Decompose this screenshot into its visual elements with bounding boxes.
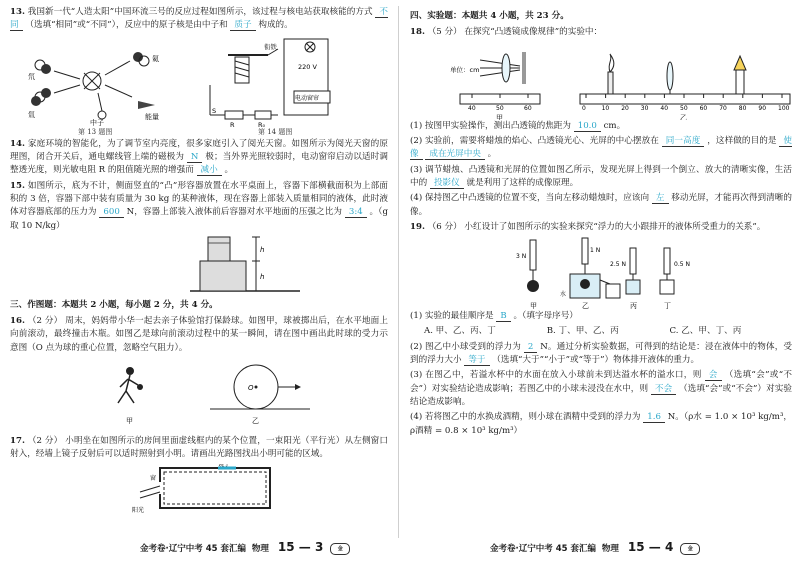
footer-brand-right: 金考卷·辽宁中考 45 套汇编 bbox=[490, 544, 596, 554]
q16-score: （2 分） bbox=[27, 316, 63, 327]
q18-p2-text-b: ，这样做的目的是 bbox=[707, 135, 777, 146]
q19-p4-answer: 1.6 bbox=[643, 412, 665, 423]
q19-p3-answer-2: 不会 bbox=[651, 384, 676, 395]
reading-ding: 0.5 N bbox=[674, 261, 690, 269]
q18-p3-answer: 投影仪 bbox=[430, 178, 464, 189]
q18-part-3 bbox=[410, 164, 792, 191]
room-mirror-diagram bbox=[10, 464, 388, 516]
spring-scale-jia bbox=[516, 240, 539, 292]
q14-answer-1: N bbox=[187, 152, 203, 163]
footer-brand-left: 金考卷·辽宁中考 45 套汇编 bbox=[140, 544, 246, 554]
ball-on-ground bbox=[210, 365, 310, 409]
bowler-figure bbox=[118, 367, 143, 403]
fig16-container bbox=[10, 357, 388, 435]
q18-p2-answer-3: 成在光屏中央 bbox=[425, 149, 485, 160]
q18-p3-text-a: (3) 调节蜡烛、凸透镜和光屏的位置如图乙所示，发现光屏上得到一个倒立、放大的清晰实像，生活中的 bbox=[410, 164, 792, 188]
reading-jia: 3 N bbox=[516, 253, 527, 261]
q19-p4-text-b: N。（ρ水 = 1.0 × 10³ kg/m³， bbox=[667, 412, 793, 423]
q19-p2-answer-1: 2 bbox=[524, 342, 537, 353]
label-jia: 甲 bbox=[126, 417, 133, 426]
q19-p1-answer: B bbox=[496, 311, 510, 322]
q15-answer-2: 3:4 bbox=[345, 207, 367, 218]
label-center-o: O bbox=[248, 384, 254, 393]
footer-right bbox=[490, 538, 700, 557]
q14-answer-2: 减小 bbox=[197, 165, 222, 176]
footer-subject-left: 物理 bbox=[251, 544, 269, 554]
left-column bbox=[10, 6, 388, 516]
section-3-title: 三、作图题：本题共 2 小题，每小题 2 分，共 4 分。 bbox=[10, 299, 218, 310]
q18-p4-answer: 左 bbox=[652, 193, 669, 204]
ruler-b-tick-label: 100 bbox=[778, 104, 790, 112]
q19-p3-text-c: （选填“会”或“不会”）对实验结论造成影响。 bbox=[410, 383, 792, 407]
label-yi: 乙 bbox=[252, 417, 259, 426]
ruler-b-tick-label: 20 bbox=[621, 104, 629, 112]
q13-text-3: 构成的。 bbox=[258, 20, 293, 31]
fig19-label-jia: 甲 bbox=[530, 302, 537, 311]
spring-scale-yi bbox=[560, 238, 620, 298]
fig15-container bbox=[10, 235, 388, 295]
q19-score: （6 分） bbox=[427, 221, 462, 232]
ruler-b-tick-label: 80 bbox=[738, 104, 747, 112]
q14-text-1: 家庭环境的智能化，为了调节室内亮度，很多家庭引入了阅光天窗。如图所示为阅光天窗的原理图，闭合开关后，通电螺线管上端的磁极为 bbox=[10, 138, 388, 162]
q13-answer-1: 不同 bbox=[10, 7, 389, 31]
fig19-label-bing: 丙 bbox=[630, 302, 637, 311]
fig18-container bbox=[410, 42, 792, 120]
q19-part-2 bbox=[410, 341, 792, 368]
fig17-container bbox=[10, 464, 388, 516]
q16-number: 16. bbox=[10, 316, 25, 327]
label-neutron: 中子 bbox=[90, 118, 104, 127]
buoyancy-experiment-diagram bbox=[410, 236, 792, 310]
ruler-a-tick-label: 60 bbox=[524, 104, 532, 112]
q18-part-2 bbox=[410, 135, 792, 162]
q13-number: 13. bbox=[10, 7, 25, 17]
fig18-caption-yi: 乙 bbox=[680, 113, 687, 120]
question-16 bbox=[10, 315, 388, 355]
ruler-b-tick-label: 10 bbox=[601, 104, 610, 112]
fig13-caption: 第 13 题图 bbox=[78, 127, 113, 136]
footer-logo-left: 金 bbox=[330, 543, 350, 555]
label-energy: 能量 bbox=[145, 112, 159, 121]
fusion-diagram bbox=[28, 52, 159, 127]
label-switch: S bbox=[212, 106, 217, 115]
q19-intro: 小红设计了如图所示的实验来探究“浮力的大小跟排开的液体所受重力的关系”。 bbox=[464, 221, 766, 232]
q15-number: 15. bbox=[10, 180, 25, 191]
label-sunlight: 阳光 bbox=[132, 506, 145, 514]
q18-p2-text-a: (2) 实验前，需要将蜡烛的焰心、凸透镜光心、光屏的中心摆放在 bbox=[410, 135, 659, 146]
section-4-title: 四、实验题：本题共 4 小题，共 23 分。 bbox=[410, 11, 569, 21]
q15-text-3: 。（g 取 10 N/kg） bbox=[10, 207, 389, 231]
q19-options bbox=[410, 325, 792, 338]
q17-number: 17. bbox=[10, 436, 25, 447]
q18-p1-answer: 10.0 bbox=[574, 121, 601, 132]
label-unit-cm: 单位：cm bbox=[450, 65, 480, 74]
right-column bbox=[410, 6, 792, 440]
q19-p4-text-c: ρ酒精 = 0.8 × 10³ kg/m³） bbox=[410, 425, 523, 436]
question-17 bbox=[10, 435, 388, 462]
label-mirror: 镜子 bbox=[218, 463, 231, 468]
bowling-diagram bbox=[10, 357, 388, 435]
reading-yi: 1 N bbox=[590, 247, 601, 255]
q18-p2-text-c: 。 bbox=[487, 149, 497, 160]
q18-intro: 在探究“凸透镜成像规律”的实验中： bbox=[464, 27, 603, 38]
q15-text-2: N，容器上部装入液体前后容器对水平地面的压强之比为 bbox=[126, 207, 343, 218]
q16-text: 周末，妈妈带小华一起去亲子体验馆打保龄球。如图甲，球被掷出后，在水平地面上向前滚动，最终撞击木瓶。如图乙是球向前滚动过程中的某一瞬间，请在图中画出此时球的受力示意图（O 点为球的重心位置，忽略空气阻力）。 bbox=[10, 316, 388, 353]
q18-p1-unit: cm。 bbox=[603, 120, 626, 131]
q13-text-2: （选填“相同”或“不同”），反应中的原子核是由中子和 bbox=[25, 20, 228, 31]
question-19-intro bbox=[410, 221, 792, 234]
q19-p2-answer-2: 等于 bbox=[464, 355, 489, 366]
q19-option-b: B. 丁、甲、乙、丙 bbox=[546, 326, 619, 337]
ruler-b-tick-label: 50 bbox=[680, 104, 688, 112]
q19-option-c: C. 乙、甲、丁、丙 bbox=[669, 326, 742, 337]
q18-p3-text-b: 就是利用了这样的成像原理。 bbox=[466, 177, 579, 188]
ruler-b-tick-label: 0 bbox=[582, 104, 586, 112]
column-divider bbox=[398, 6, 399, 538]
q19-p2-text-a: (2) 图乙中小球受到的浮力为 bbox=[410, 341, 521, 352]
optical-bench bbox=[580, 54, 790, 112]
label-curtain: 电动窗帘 bbox=[295, 94, 320, 102]
ruler-a-tick-label: 40 bbox=[468, 104, 476, 112]
label-water: 水 bbox=[560, 291, 567, 299]
q18-part-4 bbox=[410, 192, 792, 219]
footer-left bbox=[140, 538, 350, 557]
figures-13-14 bbox=[10, 35, 388, 127]
label-220v: 220 V bbox=[298, 62, 317, 71]
footer-logo-right: 金 bbox=[680, 543, 700, 555]
question-18-intro bbox=[410, 26, 792, 39]
q18-p2-answer-2: 使像 bbox=[410, 135, 792, 160]
fig19-label-yi: 乙 bbox=[582, 302, 589, 311]
q15-answer-1: 600 bbox=[99, 207, 123, 218]
q17-text: 小明坐在如图所示的房间里面虚线框内的某个位置，一束阳光（平行光）从左侧窗口射入，经墙上镜子反射后可以适时照射到小明。请画出光路图找出小明可能的区域。 bbox=[10, 436, 388, 460]
fig19-container bbox=[410, 236, 792, 310]
q19-p4-text-a: (4) 若将图乙中的水换成酒精，则小球在酒精中受到的浮力为 bbox=[410, 412, 641, 423]
label-h-bottom: h bbox=[260, 272, 265, 281]
q19-p2-text-b: N。通过分析实验数据，可得到的结论是：浸在液体中的物体，受到的浮力大小 bbox=[410, 341, 793, 366]
q19-p3-text-b: （选填“会”或“不会”）对实验结论造成影响；若图乙中的小球未浸没在水中，则 bbox=[410, 370, 793, 394]
q18-p2-answer-1: 同一高度 bbox=[662, 136, 705, 147]
label-armature: 衔铁 bbox=[264, 42, 277, 51]
relay-circuit-diagram bbox=[210, 39, 330, 127]
question-13 bbox=[10, 6, 388, 33]
figure-captions-row bbox=[10, 127, 388, 138]
label-r0: R₀ bbox=[258, 120, 266, 127]
q14-number: 14. bbox=[10, 138, 25, 149]
ruler-b-tick-label: 40 bbox=[660, 104, 669, 112]
ruler-b-tick-label: 90 bbox=[758, 104, 767, 112]
q14-text-3: 。 bbox=[224, 165, 234, 176]
spring-scale-ding bbox=[660, 248, 690, 294]
container-diagram bbox=[10, 235, 388, 295]
q18-p1-text: (1) 按图甲实验操作，测出凸透镜的焦距为 bbox=[410, 120, 571, 131]
label-r: R bbox=[230, 120, 235, 127]
question-15 bbox=[10, 180, 388, 233]
q19-part-4 bbox=[410, 411, 792, 438]
fig19-label-ding: 丁 bbox=[664, 302, 671, 311]
label-deuterium: 氘 bbox=[28, 72, 35, 81]
ruler-b-tick-label: 30 bbox=[640, 104, 649, 112]
label-h-top: h bbox=[260, 245, 265, 254]
q18-score: （5 分） bbox=[427, 27, 462, 38]
ruler-b-tick-label: 70 bbox=[719, 104, 727, 112]
q18-number: 18. bbox=[410, 27, 425, 38]
q19-part-3 bbox=[410, 369, 792, 409]
focal-length-setup bbox=[460, 52, 540, 112]
fig14-caption: 第 14 题图 bbox=[258, 127, 293, 136]
q14-text-2: 极；当外界光照较弱时，电动窗帘启动以适时调整透光度，则光敏电阻 R 的阻值随光照的增强而 bbox=[10, 151, 388, 176]
label-tritium: 氚 bbox=[28, 110, 35, 119]
q18-p4-text-a: (4) 保持图乙中凸透镜的位置不变，当向左移动蜡烛时，应该向 bbox=[410, 193, 650, 204]
q19-p1-text-b: 。（填字母序号） bbox=[513, 311, 578, 322]
q19-p3-text-a: (3) 在图乙中，若溢水杯中的水面在放入小球前未到达溢水杯的溢水口，则 bbox=[410, 370, 702, 381]
q19-number: 19. bbox=[410, 221, 425, 232]
q13-text-1: 我国新一代“人造太阳”中国环流三号的反应过程如图所示，该过程与核电站获取核能的方式 bbox=[27, 7, 373, 17]
q18-p4-text-b: 移动光屏，才能再次得到清晰的像。 bbox=[410, 193, 792, 217]
q19-option-a: A. 甲、乙、丙、丁 bbox=[424, 326, 496, 337]
question-14 bbox=[10, 138, 388, 178]
ruler-b-tick-label: 60 bbox=[699, 104, 708, 112]
q13-answer-2: 质子 bbox=[230, 20, 255, 31]
footer-page-right: 15 — 4 bbox=[627, 540, 674, 554]
q17-score: （2 分） bbox=[27, 436, 63, 447]
q19-p2-text-c: （选填“大于”“小于”或“等于”）物体排开液体的重力。 bbox=[492, 355, 700, 366]
fusion-and-relay-diagrams bbox=[10, 35, 388, 127]
fig18-caption-jia: 甲 bbox=[496, 113, 503, 120]
ruler-a-tick-label: 50 bbox=[496, 104, 504, 112]
q19-part-1 bbox=[410, 310, 792, 323]
label-window: 窗 bbox=[150, 474, 157, 482]
lens-experiment-diagram bbox=[410, 42, 792, 120]
footer-page-left: 15 — 3 bbox=[277, 540, 324, 554]
q19-p3-answer-1: 会 bbox=[705, 370, 722, 381]
footer-subject-right: 物理 bbox=[601, 544, 619, 554]
q15-text-1: 如图所示，底为不计，侧面竖直的“凸”形容器放置在水平桌面上，容器下部横截面积为上部面积的 3 倍，容器下部中装有质量为 30 kg 的某种液体，现在容器上部装入质量相同的液体，此时液体对容器底部的压力为 bbox=[10, 180, 388, 218]
label-helium: 氦 bbox=[152, 54, 159, 63]
q18-part-1 bbox=[410, 120, 792, 133]
reading-bing: 2.5 N bbox=[610, 261, 626, 269]
q19-p1-text-a: (1) 实验的最佳顺序是 bbox=[410, 311, 494, 322]
